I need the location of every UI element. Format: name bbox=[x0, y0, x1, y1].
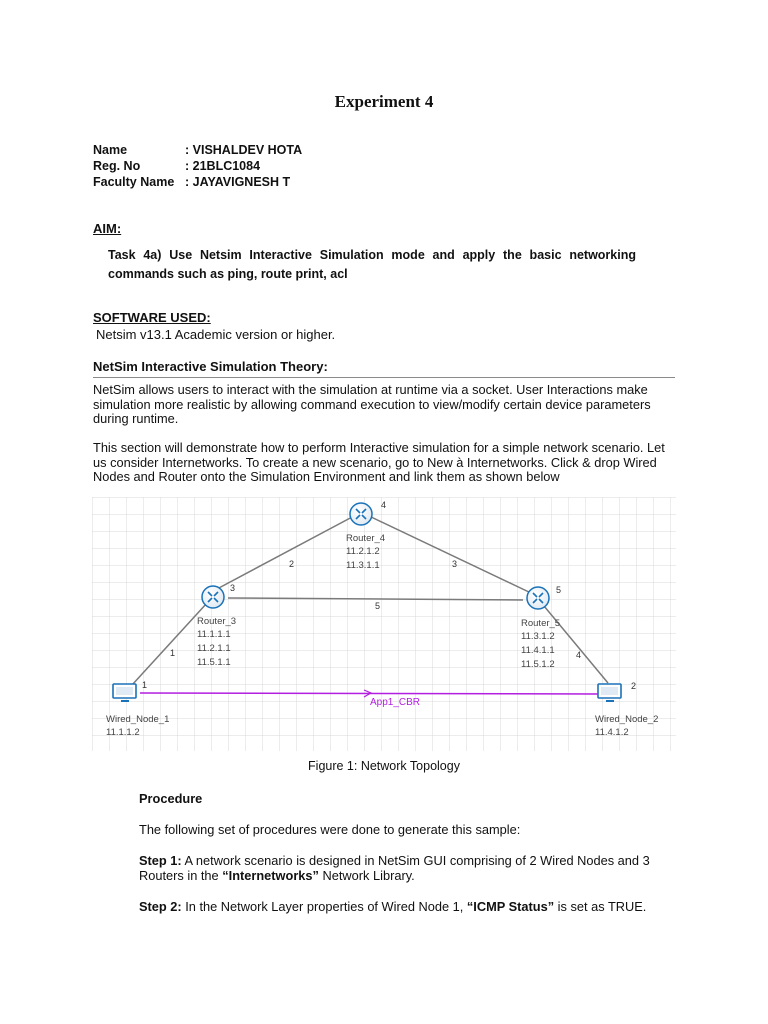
theory-paragraph-2: This section will demonstrate how to perform Interactive simulation for a simple network scenario. Let us consider Internetworks. To create a new scenario, go to New à Internetworks. Click & drop Wired Nodes and Router onto the Simulation Environment and link them as shown below bbox=[93, 440, 665, 484]
step-bold: “Internetworks” bbox=[222, 867, 319, 883]
link-label: 2 bbox=[289, 559, 295, 569]
router-ip: 11.2.1.1 bbox=[197, 643, 231, 654]
info-key: Reg. No bbox=[93, 159, 141, 173]
software-heading: SOFTWARE USED: bbox=[93, 310, 211, 325]
link-label: 4 bbox=[576, 650, 582, 660]
aim-heading: AIM: bbox=[93, 221, 122, 236]
step-label: Step 1: bbox=[139, 853, 182, 868]
router-ip: 11.2.1.2 bbox=[346, 546, 380, 557]
port-label: 3 bbox=[230, 583, 236, 593]
network-topology-diagram bbox=[92, 497, 676, 751]
port-label: 5 bbox=[556, 585, 562, 595]
router-ip: 11.3.1.2 bbox=[521, 631, 555, 642]
router-ip: 11.5.1.1 bbox=[197, 657, 231, 668]
router-name: Router_5 bbox=[521, 618, 561, 629]
port-label: 1 bbox=[142, 680, 148, 690]
router-icon bbox=[350, 503, 372, 525]
link-label: 5 bbox=[375, 601, 381, 611]
port-label: 2 bbox=[631, 681, 637, 691]
info-value: : JAYAVIGNESH T bbox=[185, 175, 291, 189]
theory-heading: NetSim Interactive Simulation Theory: bbox=[93, 359, 328, 374]
node-ip: 11.4.1.2 bbox=[595, 727, 629, 738]
step-text: Network Library. bbox=[318, 867, 415, 883]
step-text: is set as TRUE. bbox=[554, 899, 647, 914]
router-ip: 11.1.1.1 bbox=[197, 629, 231, 640]
step-1 bbox=[139, 854, 669, 883]
monitor-screen bbox=[116, 687, 133, 695]
monitor-screen bbox=[601, 687, 618, 695]
step-bold: “ICMP Status” bbox=[466, 899, 555, 914]
link-label: 1 bbox=[170, 648, 176, 658]
step-text: A network scenario is designed in NetSim GUI comprising of 2 Wired Nodes and 3 Routers in the bbox=[139, 853, 650, 883]
info-value: : 21BLC1084 bbox=[185, 159, 261, 173]
info-row-faculty bbox=[93, 175, 290, 189]
page-title: Experiment 4 bbox=[334, 92, 434, 111]
software-text: Netsim v13.1 Academic version or higher. bbox=[96, 327, 336, 342]
node-name: Wired_Node_2 bbox=[595, 714, 659, 725]
router-ip: 11.4.1.1 bbox=[521, 645, 555, 656]
router-name: Router_3 bbox=[197, 616, 237, 627]
router-name: Router_4 bbox=[346, 533, 386, 544]
info-key: Name bbox=[93, 143, 128, 157]
app-label: App1_CBR bbox=[370, 697, 421, 708]
info-key: Faculty Name bbox=[93, 175, 175, 189]
node-ip: 11.1.1.2 bbox=[106, 727, 140, 738]
step-2 bbox=[139, 900, 669, 915]
node-name: Wired_Node_1 bbox=[106, 714, 170, 725]
figure-caption: Figure 1: Network Topology bbox=[308, 759, 460, 773]
info-row-reg bbox=[93, 159, 260, 173]
procedure-heading: Procedure bbox=[139, 791, 203, 806]
procedure-intro: The following set of procedures were done to generate this sample: bbox=[139, 822, 521, 837]
router-ip: 11.3.1.1 bbox=[346, 560, 380, 571]
step-label: Step 2: bbox=[139, 899, 182, 914]
info-value: : VISHALDEV HOTA bbox=[185, 143, 303, 157]
link-label: 3 bbox=[452, 559, 458, 569]
router-ip: 11.5.1.2 bbox=[521, 659, 555, 670]
theory-paragraph-1: NetSim allows users to interact with the simulation at runtime via a socket. User Interactions make simulation more realistic by allowing command execution to view/modify certain device parameters during runtime. bbox=[93, 382, 651, 426]
port-label: 4 bbox=[381, 500, 387, 510]
router-icon bbox=[202, 586, 224, 608]
task-text: Task 4a) Use Netsim Interactive Simulation mode and apply the basic networking commands such as ping, route print, acl bbox=[108, 248, 636, 281]
step-text: In the Network Layer properties of Wired Node 1, bbox=[181, 899, 467, 914]
router-icon bbox=[527, 587, 549, 609]
info-row-name bbox=[93, 143, 302, 157]
heading-rule bbox=[93, 377, 675, 378]
